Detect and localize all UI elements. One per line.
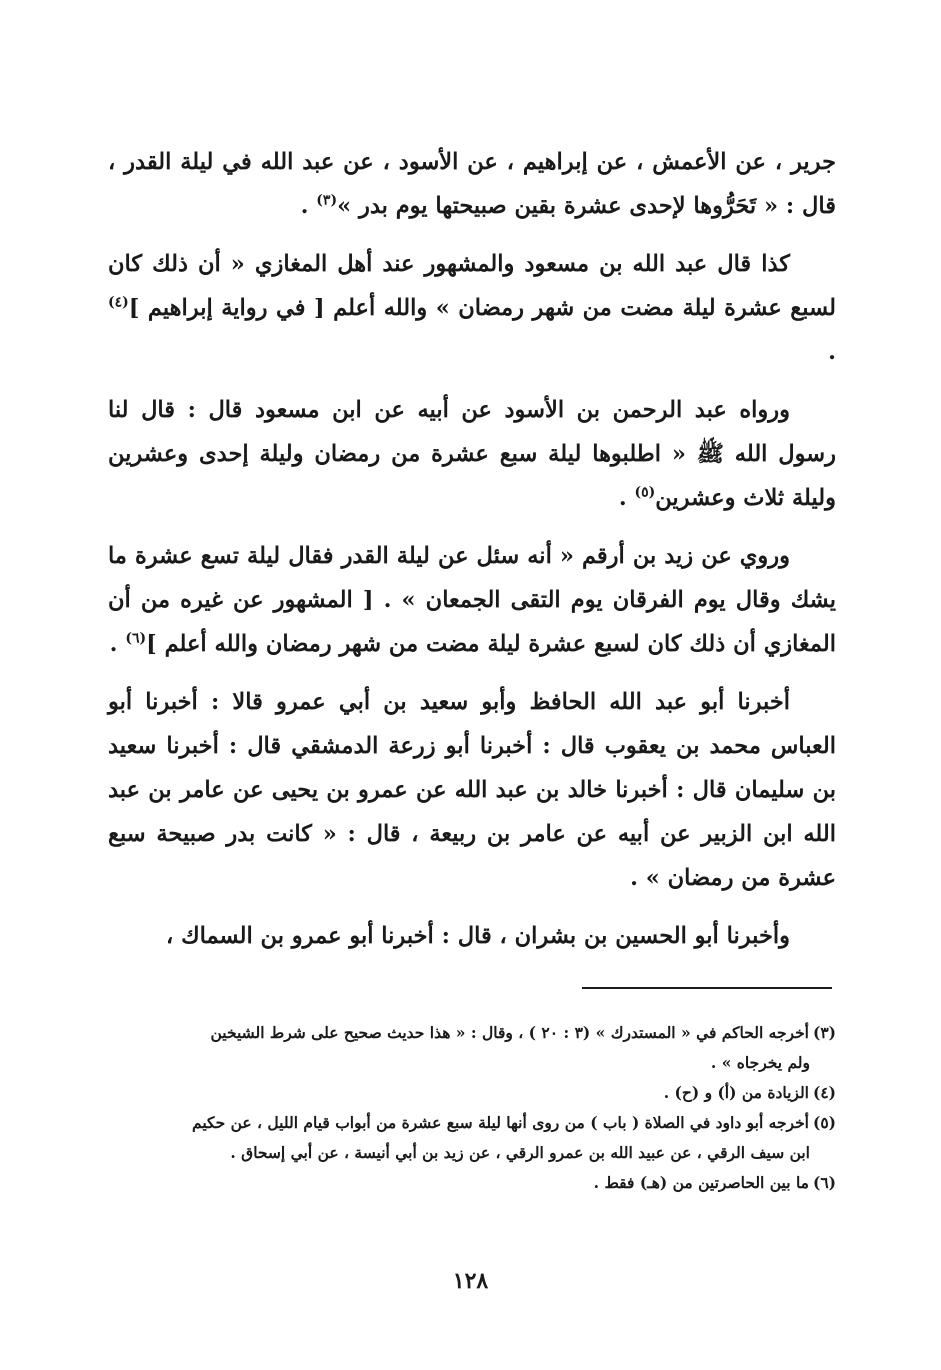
footnote-text: الزيادة من (أ) و (ح) . [663, 1083, 809, 1102]
footnote-5 [108, 1108, 836, 1168]
paragraph-6: وأخبرنا أبو الحسين بن بشران ، قال : أخبرنا أبو عمرو بن السماك ، [166, 923, 790, 949]
footnote-number: (٥) [812, 1113, 836, 1132]
footnote-continuation: ولم يخرجاه » . [710, 1053, 810, 1072]
paragraph-4-text: وروي عن زيد بن أرقم « أنه سئل عن ليلة القدر فقال ليلة تسع عشرة ما يشك وقال يوم الفرقان يوم التقى الجمعان » . [ المشهور عن غيره من أن المغازي أن ذلك كان لسبع عشرة ليلة مضت من شهر رمضان والله أعلم ] [108, 543, 836, 657]
page-number: ١٢٨ [452, 1268, 489, 1294]
footnote-number: (٤) [812, 1083, 836, 1102]
paragraph-1-text: جرير ، عن الأعمش ، عن إبراهيم ، عن الأسود ، عن عبد الله في ليلة القدر ، قال : « تَحَرُّوها لإحدى عشرة بقين صبيحتها يوم بدر » [108, 149, 836, 219]
paragraph-1-end: . [300, 193, 317, 219]
paragraph-2-end: . [828, 339, 836, 365]
footnote-ref-6: (٦) [125, 630, 147, 647]
paragraph-4 [108, 534, 836, 666]
paragraph-3-text: ورواه عبد الرحمن بن الأسود عن أبيه عن ابن مسعود قال : قال لنا رسول الله ﷺ « اطلبوها ليلة سبع عشرة من رمضان وليلة إحدى وعشرين وليلة ثلاث وعشرين [108, 397, 836, 511]
footnote-number: (٦) [812, 1173, 836, 1192]
footnote-text: ما بين الحاصرتين من (هـ) فقط . [593, 1173, 809, 1192]
footnote-text: أخرجه الحاكم في « المستدرك » (٣ : ٢٠ ) ، وقال : « هذا حديث صحيح على شرط الشيخين [210, 1023, 809, 1042]
footnote-6 [108, 1168, 836, 1198]
footnote-separator [582, 987, 832, 989]
paragraph-1 [108, 140, 836, 228]
paragraph-5: أخبرنا أبو عبد الله الحافظ وأبو سعيد بن أبي عمرو قالا : أخبرنا أبو العباس محمد بن يعقوب قال : أخبرنا أبو زرعة الدمشقي قال : أخبرنا سعيد بن سليمان قال : أخبرنا خالد بن عبد الله عن عمرو بن يحيى عن عامر بن عبد الله ابن الزبير عن أبيه عن عامر بن ربيعة ، قال : « كانت بدر صبيحة سبع عشرة من رمضان » . [108, 689, 836, 891]
footnote-ref-5: (٥) [634, 484, 656, 501]
footnote-continuation: ابن سيف الرقي ، عن عبيد الله بن عمرو الرقي ، عن زيد بن أبي أنيسة ، عن أبي إسحاق . [230, 1143, 810, 1162]
paragraph-4-end: . [109, 631, 126, 657]
footnote-3 [108, 1018, 836, 1078]
footnote-ref-4: (٤) [108, 294, 129, 311]
paragraph-2 [108, 242, 836, 374]
footnote-text: أخرجه أبو داود في الصلاة ( باب ) من روى أنها ليلة سبع عشرة من أبواب قيام الليل ، عن حكيم [192, 1113, 809, 1132]
main-text [108, 140, 836, 972]
paragraph-2-text: كذا قال عبد الله بن مسعود والمشهور عند أهل المغازي « أن ذلك كان لسبع عشرة ليلة مضت من شهر رمضان » والله أعلم [ في رواية إبراهيم ] [108, 251, 836, 321]
footnote-ref-3: (٣) [316, 192, 338, 209]
paragraph-3-end: . [618, 485, 635, 511]
footnote-number: (٣) [812, 1023, 836, 1042]
footnote-4 [108, 1078, 836, 1108]
footnotes [108, 1018, 836, 1198]
paragraph-3 [108, 388, 836, 520]
